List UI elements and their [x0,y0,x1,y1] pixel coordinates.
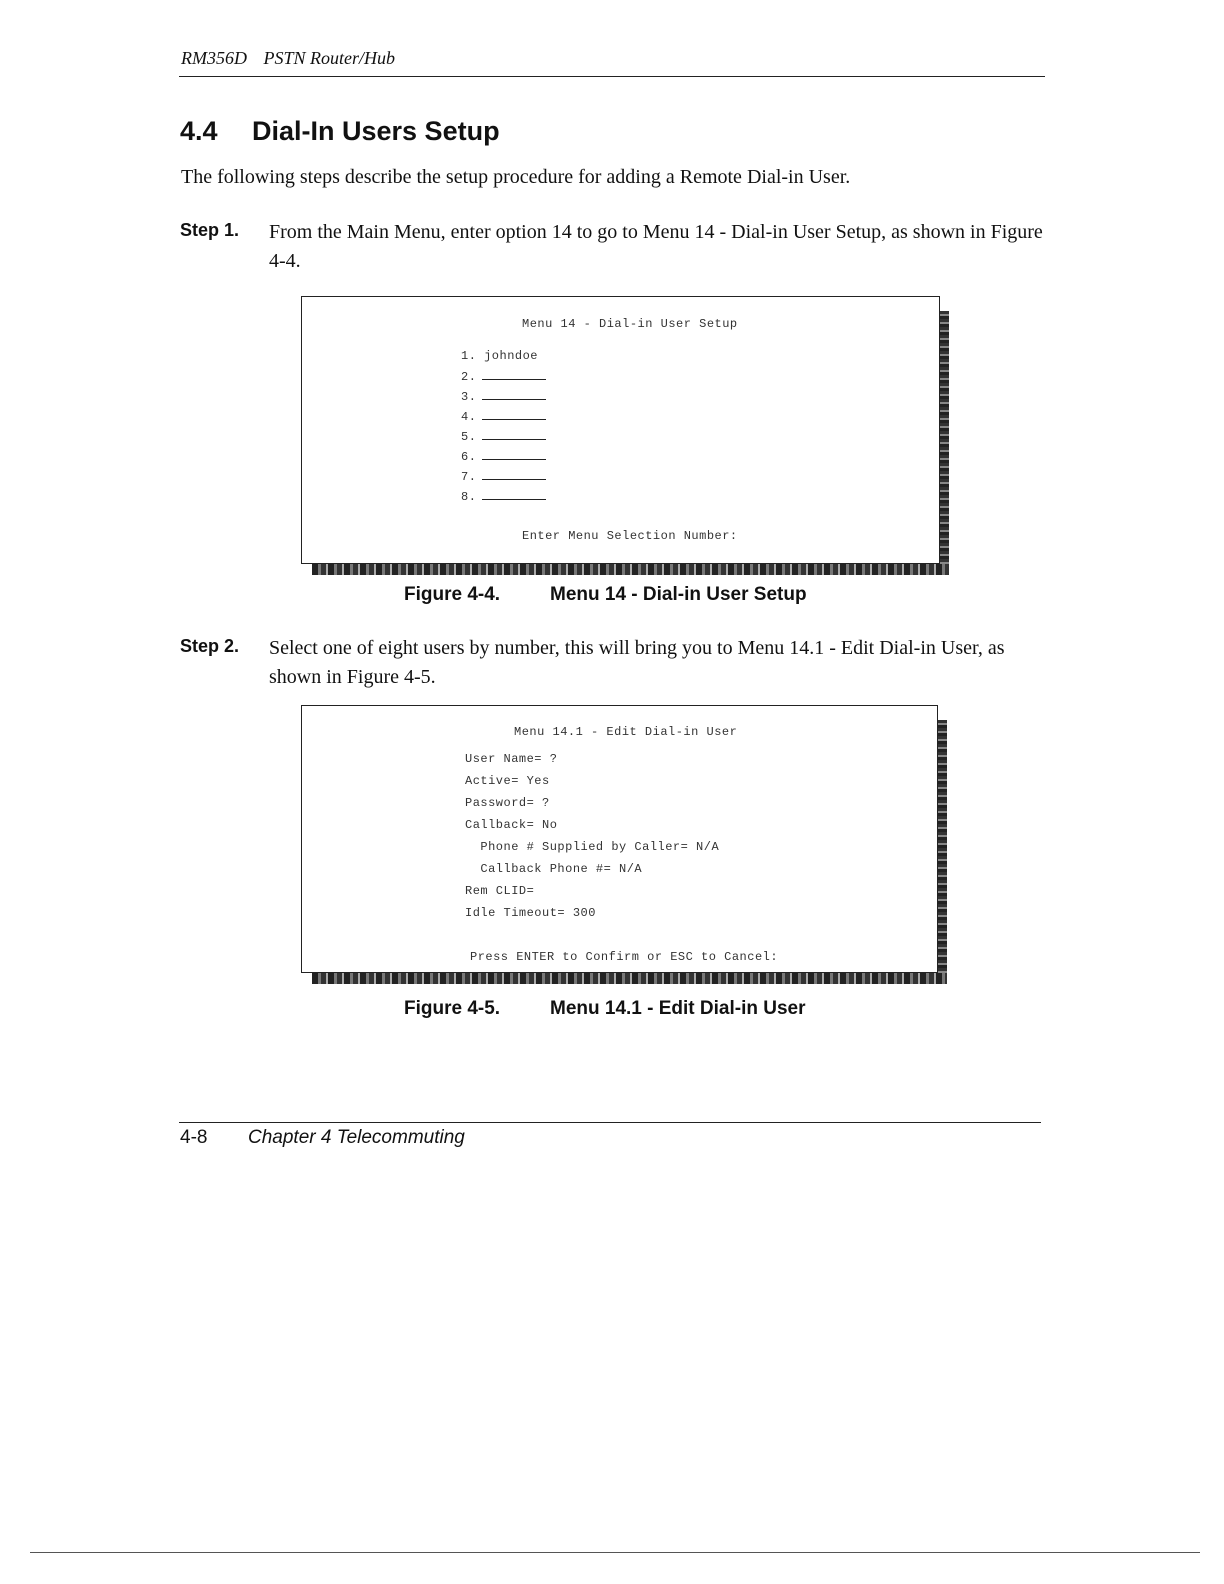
field-callback-phone[interactable]: Callback Phone #= N/A [465,862,643,876]
section-title: Dial-In Users Setup [252,116,500,146]
field-password[interactable]: Password= ? [465,796,550,810]
figure-4-4-title: Menu 14 - Dial-in User Setup [550,584,807,605]
menu-14-title: Menu 14 - Dial-in User Setup [522,317,738,331]
field-rem-clid[interactable]: Rem CLID= [465,884,535,898]
figure-4-4-number: Figure 4-4. [404,584,501,605]
user-slot-7[interactable]: 7. [461,469,546,484]
step-1 [180,218,1050,276]
scan-edge-line [30,1552,1200,1553]
field-idle-timeout[interactable]: Idle Timeout= 300 [465,906,596,920]
menu-14-1-screen [301,705,938,973]
intro-paragraph: The following steps describe the setup procedure for adding a Remote Dial-in User. [181,166,851,188]
page-footer [180,1127,465,1149]
menu-14-prompt[interactable]: Enter Menu Selection Number: [522,529,738,543]
section-number: 4.4 [180,116,218,146]
figure-4-5-title: Menu 14.1 - Edit Dial-in User [550,998,806,1019]
header-rule [179,76,1045,77]
header-product: RM356D [181,48,247,68]
user-slot-2[interactable]: 2. [461,369,546,384]
page-number: 4-8 [180,1127,208,1148]
section-heading [180,116,500,147]
menu-14-1-title: Menu 14.1 - Edit Dial-in User [514,725,738,739]
menu-14-1-prompt[interactable]: Press ENTER to Confirm or ESC to Cancel: [470,950,779,964]
header-subtitle: PSTN Router/Hub [263,48,396,68]
figure-4-4-caption [404,584,807,606]
field-user-name[interactable]: User Name= ? [465,752,558,766]
user-slot-3[interactable]: 3. [461,389,546,404]
field-active[interactable]: Active= Yes [465,774,550,788]
step-2 [180,634,1050,692]
running-header [181,48,395,69]
field-phone-supplied-by-caller[interactable]: Phone # Supplied by Caller= N/A [465,840,720,854]
footer-rule [179,1122,1041,1123]
screen-shadow-right [938,720,947,982]
figure-4-5-number: Figure 4-5. [404,998,501,1019]
step-2-text: Select one of eight users by number, this will bring you to Menu 14.1 - Edit Dial-in User, as shown in Figure 4-5. [269,637,1005,688]
chapter-title: Chapter 4 Telecommuting [248,1127,465,1148]
screen-shadow-right [940,311,949,573]
screen-shadow-bottom [312,973,947,984]
screen-shadow-bottom [312,564,949,575]
field-callback[interactable]: Callback= No [465,818,558,832]
user-slot-8[interactable]: 8. [461,489,546,504]
menu-14-screen [301,296,940,564]
user-slot-6[interactable]: 6. [461,449,546,464]
user-slot-4[interactable]: 4. [461,409,546,424]
step-1-label: Step 1. [180,220,240,240]
user-slot-5[interactable]: 5. [461,429,546,444]
step-1-text: From the Main Menu, enter option 14 to go to Menu 14 - Dial-in User Setup, as shown in Figure 4-4. [269,221,1043,272]
user-slot-1[interactable]: 1. johndoe [461,349,539,363]
figure-4-5-caption [404,998,806,1020]
step-2-label: Step 2. [180,636,240,656]
